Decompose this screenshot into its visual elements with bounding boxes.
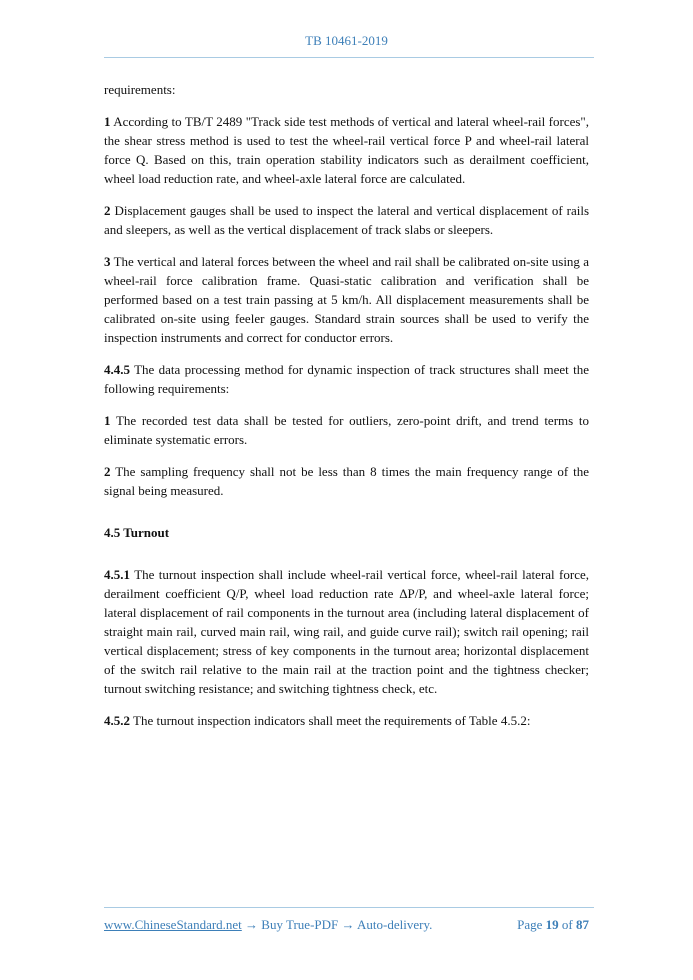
clause-4-5-1 [104,565,589,698]
clause-1-outliers [104,411,589,449]
paragraph-text: The turnout inspection shall include wheel-rail vertical force, wheel-rail lateral force, derailment coefficient Q/P, wheel load reduction rate ΔP/P, and wheel-axle lateral force; lateral displacement of rail components in the turnout area (including lateral displacement of straight main rail, curved main rail, wing rail, and guide curve rail); switch rail opening; rail vertical displacement; stress of key components in the turnout area; horizontal displacement of the switch rail relative to the main rail at the traction point and the tightness checker; turnout switching resistance; and switching tightness check, etc. [104,567,590,696]
paragraph-text: requirements: [104,82,176,97]
clause-number: 4.4.5 [104,362,130,377]
clause-number: 4.5.1 [104,567,130,582]
standard-code-header: TB 10461-2019 [305,33,388,48]
page-number: 19 [545,917,559,932]
footer-divider [104,907,594,908]
paragraph-text: The vertical and lateral forces between the wheel and rail shall be calibrated on-site using a wheel-rail force calibration frame. Quasi-static calibration and verification shall be performed based on a test train passing at 5 km/h. All displacement measurements shall be calibrated on-site using feeler gauges. Standard strain sources shall be used to verify the inspection instruments and correct for conductor errors. [104,254,590,345]
site-link[interactable]: www.ChineseStandard.net [104,917,242,932]
document-body [104,80,589,743]
clause-number: 3 [104,254,111,269]
page-word: Page [517,917,543,932]
section-heading: 4.5 Turnout [104,525,170,540]
paragraph-text: Displacement gauges shall be used to inspect the lateral and vertical displacement of rails and sleepers, as well as the vertical displacement of track slabs or sleepers. [104,203,590,237]
paragraph-text: According to TB/T 2489 "Track side test methods of vertical and lateral wheel-rail forces", the shear stress method is used to test the wheel-rail vertical force P and wheel-rail lateral force Q. Based on this, train operation stability indicators such as derailment coefficient, wheel load reduction rate, and wheel-axle lateral force are calculated. [104,114,589,186]
clause-4-5-2 [104,711,589,730]
paragraph-text: The recorded test data shall be tested for outliers, zero-point drift, and trend terms to eliminate systematic errors. [104,413,589,447]
of-word: of [561,917,573,932]
clause-number: 2 [104,464,111,479]
arrow-icon: → [341,917,355,932]
clause-2-sampling [104,462,589,500]
delivery-text: Auto-delivery. [357,917,433,932]
clause-1-shear-stress [104,112,589,188]
footer-promo [104,917,432,933]
clause-4-4-5 [104,360,589,398]
page-total: 87 [576,917,589,932]
clause-number: 1 [104,413,111,428]
clause-number: 2 [104,203,111,218]
page-counter [517,917,589,933]
clause-2-displacement [104,201,589,239]
paragraph-text: The sampling frequency shall not be less than 8 times the main frequency range of the signal being measured. [104,464,589,498]
buy-text: Buy True-PDF [261,917,339,932]
paragraph-continuation [104,80,589,99]
clause-number: 4.5.2 [104,713,130,728]
paragraph-text: The turnout inspection indicators shall meet the requirements of Table 4.5.2: [133,713,531,728]
paragraph-text: The data processing method for dynamic inspection of track structures shall meet the following requirements: [104,362,589,396]
clause-number: 1 [104,114,111,129]
arrow-icon: → [245,917,259,932]
clause-3-calibration [104,252,589,347]
header-divider [104,57,594,58]
